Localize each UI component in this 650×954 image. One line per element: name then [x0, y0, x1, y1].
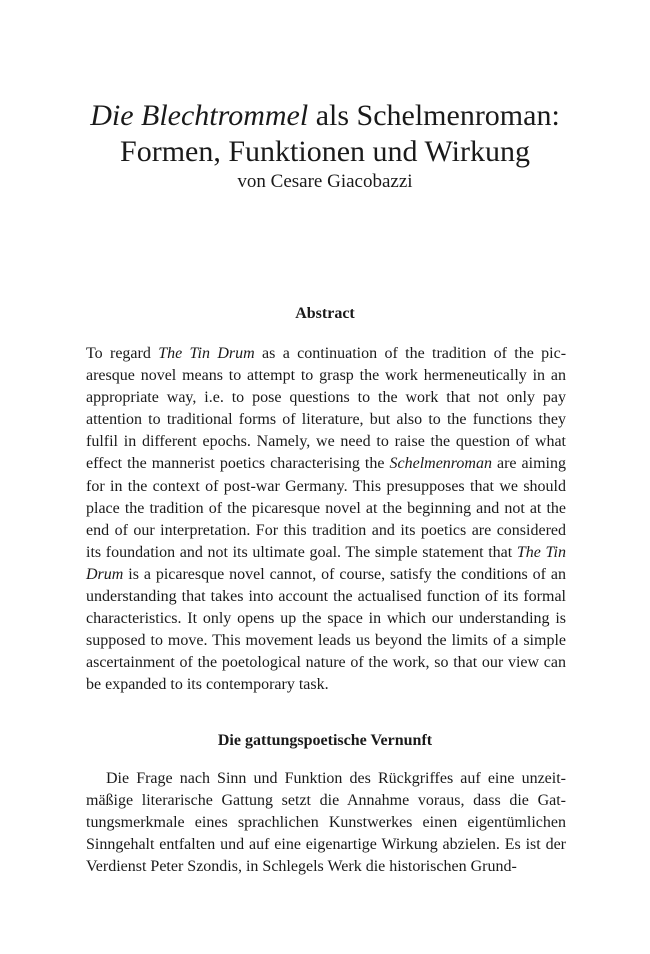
abstract-body	[86, 343, 566, 697]
abstract-text: are aiming for in the context of post-war Germany. This presupposes that we should place the tradition of the picaresque novel at the beginning and not at the end of our interpretation. For this tradition and its poetics are considered its foundation and not its ultimate goal. The simple statement that	[86, 455, 566, 561]
abstract-text: as a continuation of the tradition of the picaresque novel means to attempt to grasp the work hermeneutically in an appropriate way, i.e. to pose questions to the work that not only pay attention to traditional forms of literature, but also to the functions they fulfil in different epochs. Namely, we need to raise the question of what effect the mannerist poetics characterising the	[86, 345, 567, 473]
section-heading: Die gattungspoetische Vernunft	[217, 732, 433, 749]
abstract-heading: Abstract	[295, 305, 355, 322]
abstract-italic-title: The Tin Drum	[86, 543, 566, 583]
title-line-2: Formen, Funktionen und Wirkung	[120, 135, 530, 168]
abstract-italic-term: Schelmenroman	[389, 455, 492, 473]
abstract-italic-title: The Tin Drum	[158, 345, 255, 362]
title-italic-work: Die Blechtrommel	[90, 99, 309, 132]
section-paragraph: Die Frage nach Sinn und Funktion des Rückgriffes auf eine unzeitmäßige literarische Gattung setzt die Annahme voraus, dass die Gattungsmerkmale eines sprachlichen Kunstwerkes einen eigentümlichen Sinngehalt entfalten und auf eine eigenartige Wirkung abzielen. Es ist der Verdienst Peter Szondis, in Schlegels Werk die historischen Grund-	[86, 770, 566, 876]
abstract-text: is a picaresque novel cannot, of course, satisfy the conditions of an understanding that takes into account the actualised function of its formal characteristics. It only opens up the space in which our understanding is supposed to move. This movement leads us beyond the limits of a simple ascertainment of the poetological nature of the work, so that our view can be expanded to its contemporary task.	[86, 565, 566, 694]
abstract-text: To regard	[86, 345, 159, 362]
paper-title	[0, 98, 650, 170]
title-line-1	[0, 98, 650, 134]
author-line: von Cesare Giacobazzi	[237, 171, 413, 192]
title-line-1-rest: als Schelmenroman:	[308, 99, 560, 132]
